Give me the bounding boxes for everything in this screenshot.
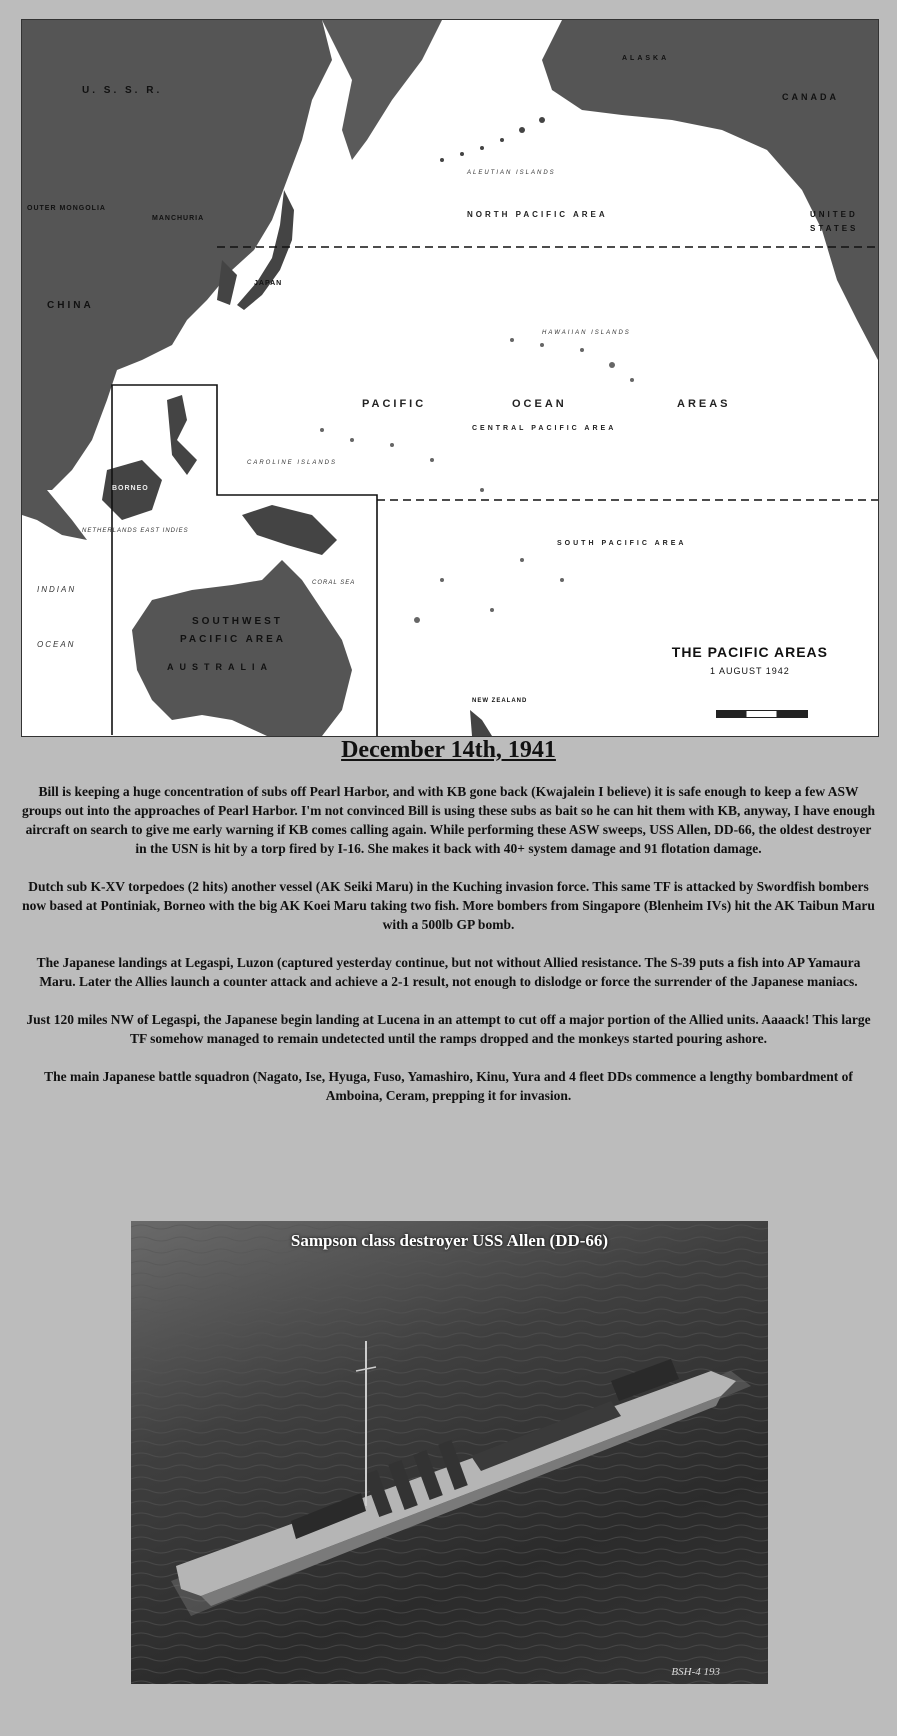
article-heading: December 14th, 1941	[341, 737, 556, 763]
photo-code: BSH-4 193	[671, 1666, 720, 1678]
map-label-coral-sea: CORAL SEA	[312, 580, 356, 586]
map-label-areas: AREAS	[677, 398, 731, 410]
map-title-block	[672, 644, 828, 676]
map-title: THE PACIFIC AREAS	[671, 644, 828, 660]
map-label-south-pacific-area: SOUTH PACIFIC AREA	[557, 540, 687, 547]
map-label-new-zealand: NEW ZEALAND	[472, 698, 528, 704]
map-label-china: CHINA	[47, 300, 94, 311]
photo-caption: Sampson class destroyer USS Allen (DD-66)	[290, 1231, 609, 1250]
destroyer-graphic	[131, 1221, 768, 1684]
map-label-ussr: U. S. S. R.	[82, 85, 163, 96]
map-label-indian-ocean: OCEAN	[37, 640, 76, 649]
map-date: 1 AUGUST 1942	[709, 666, 790, 676]
map-label-australia: AUSTRALIA	[167, 662, 273, 672]
map-label-ocean: OCEAN	[512, 398, 567, 410]
map-label-caroline-islands: CAROLINE ISLANDS	[247, 460, 338, 466]
map-graphic	[22, 20, 878, 736]
article-paragraph: The main Japanese battle squadron (Nagato, Ise, Hyuga, Fuso, Yamashiro, Kinu, Yura and 4 fleet DDs commence a lengthy bombardment of Amboina, Ceram, prepping it for invasion.	[44, 1069, 853, 1103]
map-label-hawaiian-islands: HAWAIIAN ISLANDS	[542, 330, 631, 336]
destroyer-photo	[131, 1221, 768, 1684]
map-scale-bar	[716, 710, 808, 718]
map-label-indian: INDIAN	[37, 585, 77, 594]
map-label-north-pacific-area: NORTH PACIFIC AREA	[467, 210, 608, 219]
article-paragraph: Just 120 miles NW of Legaspi, the Japanese begin landing at Lucena in an attempt to cut off a major portion of the Allied units. Aaaack! This large TF somehow managed to remain undetected until the ramps dropped and the monkeys started pouring ashore.	[26, 1012, 871, 1046]
map-label-japan: JAPAN	[254, 280, 283, 287]
map-label-manchuria: MANCHURIA	[152, 215, 205, 222]
map-label-alaska: ALASKA	[622, 55, 670, 62]
map-label-united-states: UNITED STATES	[810, 210, 859, 233]
map-label-pacific: PACIFIC	[362, 398, 427, 410]
pacific-areas-map	[21, 19, 879, 737]
map-label-aleutian-islands: ALEUTIAN ISLANDS	[467, 170, 556, 176]
map-label-central-pacific-area: CENTRAL PACIFIC AREA	[472, 425, 617, 432]
article-paragraph: Bill is keeping a huge concentration of subs off Pearl Harbor, and with KB gone back (Kwajalein I believe) it is safe enough to keep a few ASW groups out into the approaches of Pearl Harbor. I'm not convinced Bill is using these subs as bait so he can hit them with KB, anyway, I have enough aircraft on search to give me early warning if KB comes calling again. While performing these ASW sweeps, USS Allen, DD-66, the oldest destroyer in the USN is hit by a torp fired by I-16. She makes it back with 40+ system damage and 91 flotation damage.	[22, 784, 875, 856]
map-label-southwest: SOUTHWEST	[192, 616, 283, 627]
article-paragraph: The Japanese landings at Legaspi, Luzon (captured yesterday continue, but not without Allied resistance. The S-39 puts a fish into AP Yamaura Maru. Later the Allies launch a counter attack and achieve a 2-1 result, not enough to dislodge or force the surrender of the Japanese maniacs.	[36, 955, 861, 989]
map-label-canada: CANADA	[782, 92, 839, 102]
map-label-pacific-area: PACIFIC AREA	[180, 634, 286, 645]
map-label-borneo: BORNEO	[112, 485, 149, 492]
map-label-outer-mongolia: OUTER MONGOLIA	[27, 205, 106, 212]
article-paragraph: Dutch sub K-XV torpedoes (2 hits) another vessel (AK Seiki Maru) in the Kuching invasion force. This same TF is attacked by Swordfish bombers now based at Pontiniak, Borneo with the big AK Koei Maru taking two fish. More bombers from Singapore (Blenheim IVs) hit the AK Taibun Maru with a 500lb GP bomb.	[22, 879, 875, 932]
map-label-netherlands-east-indies: NETHERLANDS EAST INDIES	[82, 528, 189, 534]
article-body	[20, 782, 877, 1124]
